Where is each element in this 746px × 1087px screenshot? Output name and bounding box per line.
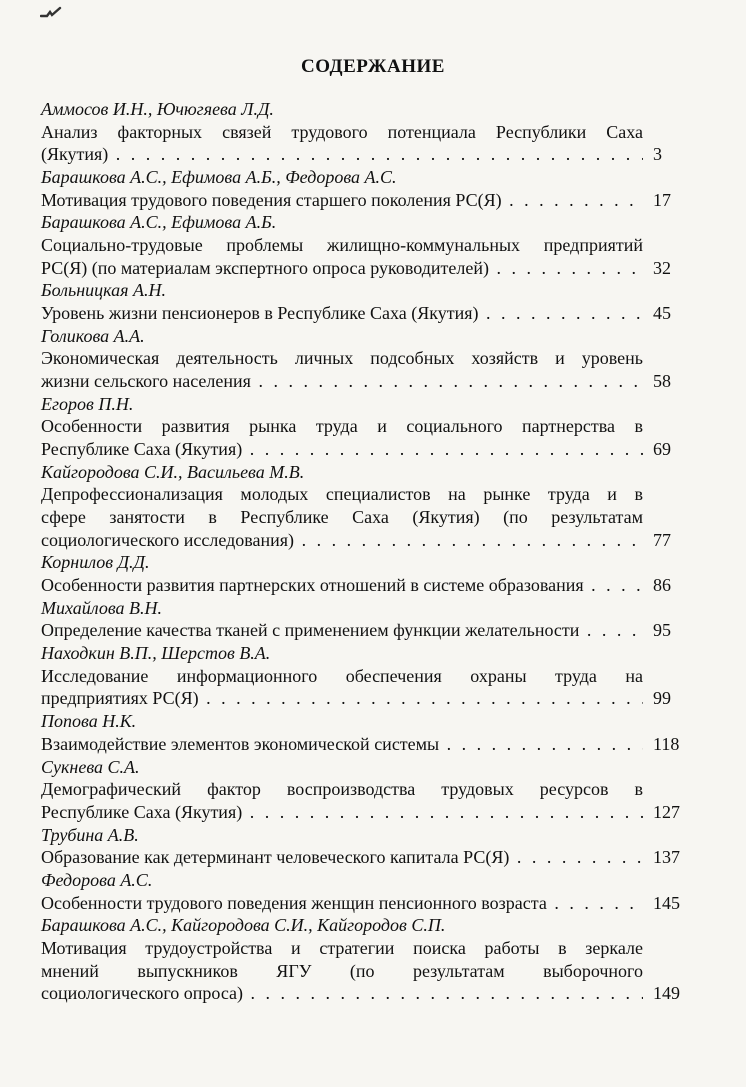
toc-entry-authors: Трубина А.В. [41,824,139,845]
toc-entry-title-line: Особенности трудового поведения женщин пенсионного возраста . . . [41,892,643,915]
toc-entry-title [41,234,684,279]
toc-entry-title [41,347,684,392]
toc-entry [41,597,684,642]
toc-entry-title-line: предприятиях РС(Я) . . . [41,687,643,710]
toc-entry [41,325,684,393]
toc-entry-title-line: Определение качества тканей с применением функции желательности . . . [41,619,643,642]
toc-entry-authors: Больницкая А.Н. [41,280,166,301]
toc-entry-title [41,937,684,1005]
toc-entry-page-number: 86 [653,574,671,595]
toc-entry [41,461,684,551]
toc-entry [41,914,684,1004]
toc-entry-title-line: Образование как детерминант человеческого капитала РС(Я) . . . [41,846,643,869]
toc-entry-authors: Барашкова А.С., Ефимова А.Б., Федорова А.С. [41,167,397,187]
toc-entry-authors: Попова Н.К. [41,711,137,732]
toc-entry [41,279,684,324]
page-title: СОДЕРЖАНИЕ [301,56,445,77]
toc-entry-authors: Барашкова А.С., Кайгородова С.И., Кайгородов С.П. [41,915,446,936]
toc-entry-page-number: 3 [653,144,662,165]
toc-entry [41,869,684,914]
toc-entry [41,393,684,461]
toc-entry-page-number: 118 [653,733,680,754]
toc-entry-authors: Голикова А.А. [41,325,145,346]
toc-entry-page-number: 127 [653,801,680,822]
toc-entry-title-line: Социально-трудовые проблемы жилищно-коммунальных предприятий [41,234,643,255]
toc-entry-authors: Кайгородова С.И., Васильева М.В. [41,461,305,482]
toc-entry-page-number: 45 [653,302,671,323]
toc-entry-title-line: Взаимодействие элементов экономической системы . . . [41,733,643,756]
toc-entry-page-number: 149 [653,983,680,1004]
toc-entry-title [41,121,684,166]
toc-entry-title-line: Демографический фактор воспроизводства трудовых ресурсов в [41,779,643,800]
toc-entry-title-line: Мотивация трудового поведения старшего поколения РС(Я) . . . [41,189,643,212]
toc-entry-title-line: Анализ факторных связей трудового потенциала Республики Саха [41,121,643,142]
toc-entry-title [41,846,684,869]
toc-entry-title [41,892,684,915]
toc-entry-title-line: социологического исследования) . . . [41,529,643,552]
toc-entry [41,710,684,755]
toc-entry-title [41,778,684,823]
toc-entry-authors: Корнилов Д.Д. [41,552,150,573]
toc-entry-title [41,665,684,710]
toc-entry-title [41,733,684,756]
toc-entry-authors: Егоров П.Н. [41,393,134,414]
toc-entry-title [41,415,684,460]
toc-entry-page-number: 145 [653,892,680,913]
toc-entry [41,98,684,166]
toc-entry-authors: Аммосов И.Н., Ючюгяева Л.Д. [41,99,274,119]
toc-entry-authors: Барашкова А.С., Ефимова А.Б. [41,212,277,233]
toc-entry-title [41,574,684,597]
toc-entry-title [41,483,684,551]
toc-entry-title [41,189,684,212]
toc-entry-title-line: жизни сельского населения . . . [41,370,643,393]
toc-entry-title-line: сфере занятости в Республике Саха (Якутия) (по результатам [41,506,643,527]
toc-entry-title-line: Мотивация трудоустройства и стратегии поиска работы в зеркале [41,937,643,958]
toc-entry-page-number: 95 [653,620,671,641]
toc-entry [41,211,684,279]
toc-entry-authors: Федорова А.С. [41,870,153,890]
toc-entry [41,824,684,869]
toc-entry-title-line: Экономическая деятельность личных подсобных хозяйств и уровень [41,348,643,369]
toc-entry-title-line: Особенности развития рынка труда и социального партнерства в [41,416,643,437]
toc-entry [41,166,684,211]
toc-entry [41,551,684,596]
toc-entry-title-line: Уровень жизни пенсионеров в Республике Саха (Якутия) . . . [41,302,643,325]
toc-entry-authors: Михайлова В.Н. [41,597,162,618]
toc-entry-title-line: Исследование информационного обеспечения охраны труда на [41,665,643,686]
toc-entry-page-number: 69 [653,438,671,459]
toc-entry-page-number: 137 [653,847,680,868]
toc-entry-title-line: Депрофессионализация молодых специалистов на рынке труда и в [41,484,643,505]
toc-entry-authors: Сукнева С.А. [41,756,140,777]
toc-entry-authors: Находкин В.П., Шерстов В.А. [41,643,271,664]
toc-entry-page-number: 17 [653,189,671,210]
toc-entry-title-line: Особенности развития партнерских отношений в системе образования . . . [41,574,643,597]
toc-entry-page-number: 58 [653,370,671,391]
toc-entry-page-number: 32 [653,257,671,278]
toc-entry-title-line: (Якутия) . . . [41,143,643,166]
toc-entry-title-line: социологического опроса) . . . [41,982,643,1005]
toc-entry-title [41,619,684,642]
toc-entry [41,642,684,710]
toc-entry-title-line: Республике Саха (Якутия) . . . [41,438,643,461]
toc-entry-page-number: 99 [653,688,671,709]
toc-entry-title [41,302,684,325]
toc-entry-title-line: мнений выпускников ЯГУ (по результатам выборочного [41,960,643,981]
toc-entry-title-line: РС(Я) (по материалам экспертного опроса руководителей) . . . [41,257,643,280]
toc-entry-title-line: Республике Саха (Якутия) . . . [41,801,643,824]
toc-entry [41,756,684,824]
toc-entry-page-number: 77 [653,529,671,550]
